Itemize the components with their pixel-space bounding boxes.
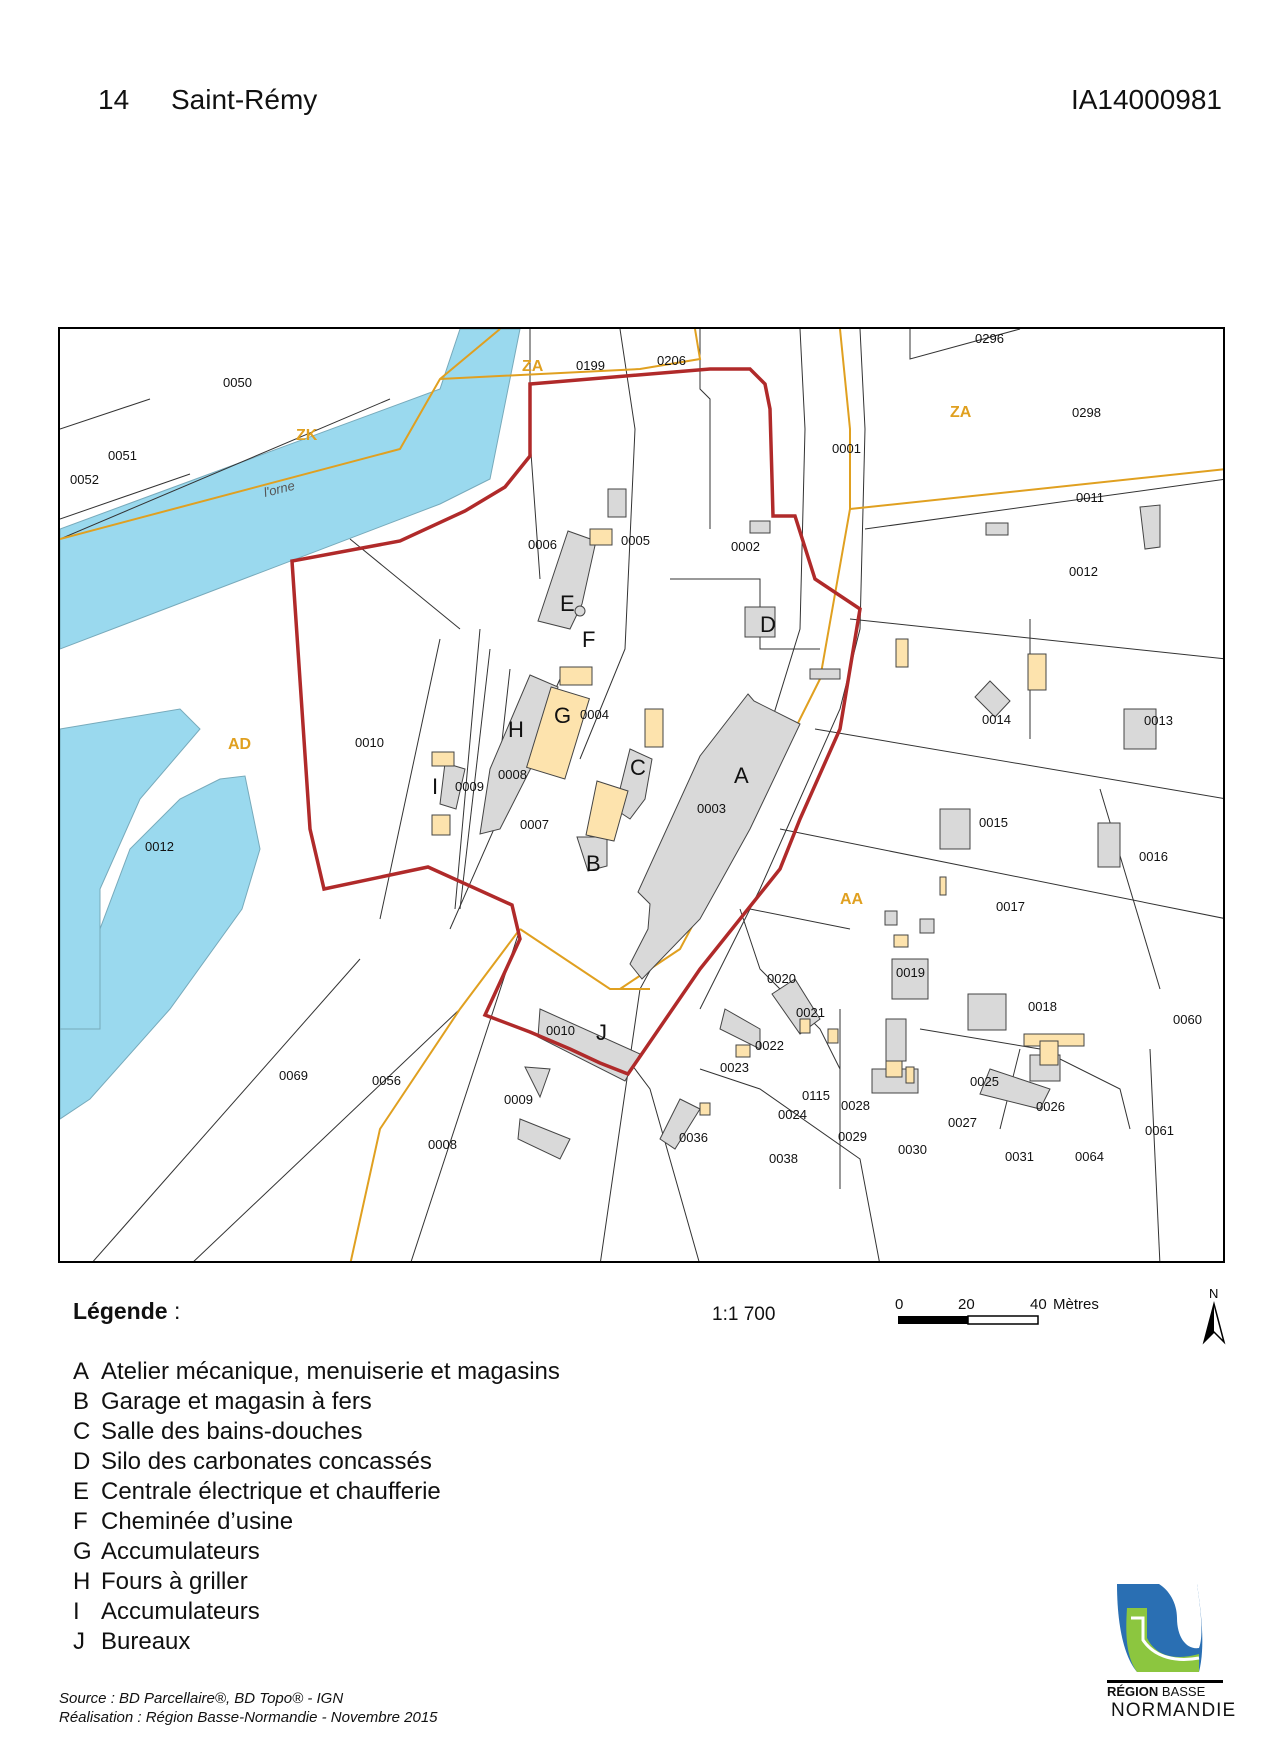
parcel-label: 0199: [576, 358, 605, 373]
parcel-label: 0004: [580, 707, 609, 722]
parcel-label: 0018: [1028, 999, 1057, 1014]
legend-title: Légende :: [73, 1298, 181, 1324]
north-arrow-icon: [1200, 1286, 1230, 1346]
parcel-label: 0008: [498, 767, 527, 782]
legend-key: E: [73, 1478, 90, 1505]
section-label: ZA: [950, 404, 972, 421]
scale-tick-0: 0: [895, 1296, 904, 1313]
region-logo: [1107, 1578, 1237, 1721]
parcel-label: 0061: [1145, 1123, 1174, 1138]
building-label-H: H: [508, 717, 524, 742]
scale-tick-40: 40: [1030, 1296, 1047, 1313]
parcel-label: 0005: [621, 533, 650, 548]
scale-tick-20: 20: [958, 1296, 975, 1313]
building-F: [575, 606, 585, 616]
legend-label: Garage et magasin à fers: [101, 1388, 372, 1415]
parcel-label: 0017: [996, 899, 1025, 914]
parcel-label: 0069: [279, 1068, 308, 1083]
parcel-label: 0024: [778, 1107, 807, 1122]
parcel-label: 0021: [796, 1005, 825, 1020]
parcel-label: 0015: [979, 815, 1008, 830]
map-canvas: [60, 329, 1225, 1263]
legend-label: Cheminée d’usine: [101, 1508, 294, 1535]
parcel-label: 0026: [1036, 1099, 1065, 1114]
parcel-label: 0010: [355, 735, 384, 750]
parcel-label: 0001: [832, 441, 861, 456]
commune-name: Saint-Rémy: [171, 84, 318, 115]
parcel-label: 0013: [1144, 713, 1173, 728]
legend-label: Atelier mécanique, menuiserie et magasins: [101, 1358, 560, 1385]
legend-item: [73, 1447, 560, 1477]
section-label: AA: [840, 891, 864, 908]
building-label-F: F: [582, 627, 596, 652]
parcel-label: 0012: [1069, 564, 1098, 579]
parcel-label: 0020: [767, 971, 796, 986]
legend-label: Accumulateurs: [101, 1598, 260, 1625]
parcel-label: 0029: [838, 1129, 867, 1144]
parcel-label: 0011: [1076, 490, 1104, 505]
building-label-D: D: [760, 612, 776, 637]
building-J: [538, 1009, 640, 1081]
legend-key: B: [73, 1388, 90, 1415]
parcel-label: 0007: [520, 817, 549, 832]
building-label-J: J: [596, 1020, 607, 1045]
legend-item: [73, 1417, 560, 1447]
dossier-reference: IA14000981: [1070, 84, 1222, 115]
legend-key: F: [73, 1508, 88, 1535]
parcel-label: 0016: [1139, 849, 1168, 864]
legend-key: J: [73, 1628, 85, 1655]
legend-item: [73, 1357, 560, 1387]
parcel-label: 0008: [428, 1137, 457, 1152]
legend-key: G: [73, 1538, 92, 1565]
river-label: l'orne: [262, 477, 297, 500]
parcel-label: 0010: [546, 1023, 575, 1038]
legend-key: A: [73, 1358, 90, 1385]
parcel-label: 0027: [948, 1115, 977, 1130]
parcel-label: 0012: [145, 839, 174, 854]
building-label-I: I: [432, 774, 439, 799]
legend-label: Silo des carbonates concassés: [101, 1448, 432, 1475]
logo-text-region: RÉGION BASSE: [1107, 1684, 1206, 1699]
section-label: ZK: [296, 427, 318, 444]
credits-realisation: Réalisation : Région Basse-Normandie - Novembre 2015: [59, 1709, 438, 1726]
legend-item: [73, 1567, 560, 1597]
building-label-G: G: [554, 703, 572, 728]
scale-unit: Mètres: [1053, 1296, 1099, 1313]
parcel-label: 0019: [896, 965, 925, 980]
legend-label: Fours à griller: [101, 1568, 248, 1595]
legend-key: I: [73, 1598, 80, 1625]
parcel-label: 0003: [697, 801, 726, 816]
credits-source: Source : BD Parcellaire®, BD Topo® - IGN: [59, 1690, 344, 1707]
parcel-label: 0022: [755, 1038, 784, 1053]
building-label-A: A: [734, 763, 749, 788]
legend-label: Centrale électrique et chaufferie: [101, 1478, 441, 1505]
legend-item: [73, 1597, 560, 1627]
department-number: 14: [98, 84, 130, 115]
legend-label: Salle des bains-douches: [101, 1418, 363, 1445]
parcel-label: 0038: [769, 1151, 798, 1166]
region-logo-icon: [1107, 1578, 1207, 1678]
parcel-label: 0036: [679, 1130, 708, 1145]
legend-key: C: [73, 1418, 91, 1445]
parcel-label: 0009: [455, 779, 484, 794]
legend-item: [73, 1387, 560, 1417]
legend-key: H: [73, 1568, 91, 1595]
building-label-C: C: [630, 755, 646, 780]
credits: [59, 1689, 438, 1727]
legend-item: [73, 1507, 560, 1537]
cadastral-map[interactable]: [58, 327, 1225, 1263]
parcel-label: 0030: [898, 1142, 927, 1157]
section-label: ZA: [522, 358, 544, 375]
legend-label: Accumulateurs: [101, 1538, 260, 1565]
parcel-label: 0051: [108, 448, 137, 463]
building-label-E: E: [560, 591, 575, 616]
parcel-label: 0009: [504, 1092, 533, 1107]
parcel-label: 0115: [802, 1088, 830, 1103]
parcel-label: 0002: [731, 539, 760, 554]
parcel-label: 0031: [1005, 1149, 1034, 1164]
logo-text-normandie: NORMANDIE: [1111, 1700, 1237, 1721]
scale-ratio: 1:1 700: [712, 1304, 776, 1325]
parcel-label: 0023: [720, 1060, 749, 1075]
section-label: AD: [228, 736, 252, 753]
parcel-label: 0056: [372, 1073, 401, 1088]
parcel-label: 0006: [528, 537, 557, 552]
parcel-label: 0052: [70, 472, 99, 487]
legend-item: [73, 1627, 560, 1657]
parcel-label: 0206: [657, 353, 686, 368]
parcel-label: 0298: [1072, 405, 1101, 420]
building-label-B: B: [586, 851, 601, 876]
svg-text:N: N: [1209, 1286, 1219, 1301]
parcel-label: 0028: [841, 1098, 870, 1113]
legend-key: D: [73, 1448, 91, 1475]
parcel-label: 0014: [982, 712, 1011, 727]
parcel-label: 0050: [223, 375, 252, 390]
parcel-label: 0060: [1173, 1012, 1202, 1027]
parcel-label: 0025: [970, 1074, 999, 1089]
legend-label: Bureaux: [101, 1628, 191, 1655]
parcel-label: 0064: [1075, 1149, 1104, 1164]
legend-list: [73, 1357, 560, 1657]
legend-item: [73, 1477, 560, 1507]
parcel-label: 0296: [975, 331, 1004, 346]
legend-item: [73, 1537, 560, 1567]
